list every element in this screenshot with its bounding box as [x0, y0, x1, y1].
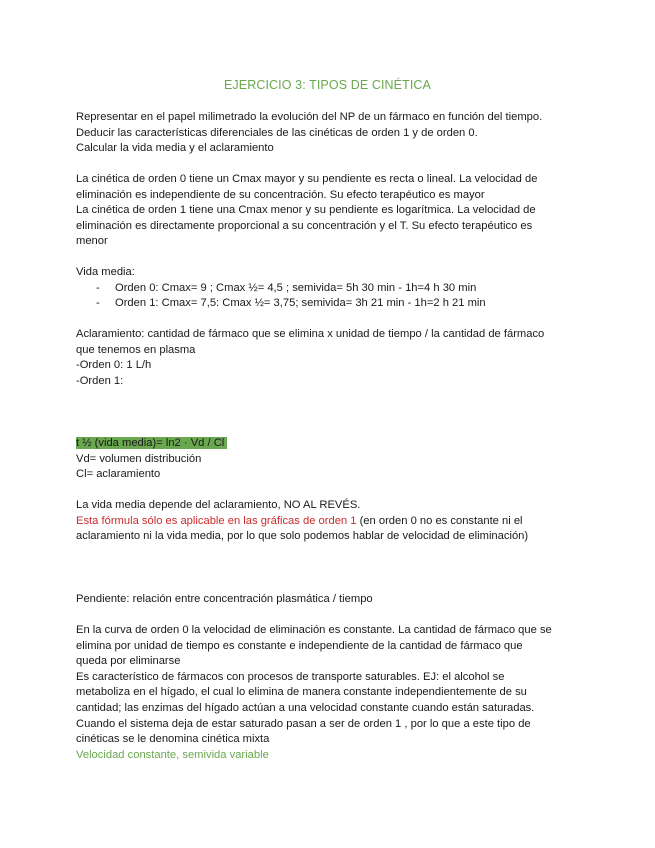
orden0-line: cinéticas se le denomina cinética mixta — [76, 733, 270, 746]
dependence-line: aclaramiento ni la vida media, por lo que solo podemos hablar de velocidad de eliminación) — [76, 530, 529, 543]
intro-line: Deducir las características diferenciales de las cinéticas de orden 1 y de orden 0. — [76, 126, 478, 139]
aclaramiento-line: -Orden 0: 1 L/h — [76, 359, 152, 372]
kinetics-line: eliminación es directamente proporcional a su concentración y el T. Su efecto terapéutico es — [76, 219, 533, 232]
formula-highlight: t ½ (vida media)= ln2 · Vd / Cl — [76, 437, 227, 449]
kinetics-line: eliminación es independiente de su concentración. Su efecto terapéutico es mayor — [76, 188, 485, 201]
dependence-line-2 — [76, 514, 584, 530]
dash-bullet-icon: - — [96, 297, 100, 310]
red-note: Esta fórmula sólo es aplicable en las gráficas de orden 1 — [76, 514, 357, 527]
kinetics-line: La cinética de orden 0 tiene un Cmax mayor y su pendiente es recta o lineal. La velocidad de — [76, 173, 538, 185]
dependence-line: La vida media depende del aclaramiento, NO AL REVÉS. — [76, 499, 361, 511]
orden0-line: metaboliza en el hígado, el cual lo elimina de manera constante independientemente de su — [76, 686, 527, 699]
vida-media-section — [76, 265, 584, 312]
vida-media-heading: Vida media: — [76, 266, 135, 278]
pendiente-text: Pendiente: relación entre concentración plasmática / tiempo — [76, 593, 373, 605]
aclaramiento-line: Aclaramiento: cantidad de fármaco que se elimina x unidad de tiempo / la cantidad de fármaco — [76, 328, 545, 340]
bullet-text: Orden 0: Cmax= 9 ; Cmax ½= 4,5 ; semivida= 5h 30 min - 1h=4 h 30 min — [115, 281, 477, 294]
bullet-text: Orden 1: Cmax= 7,5: Cmax ½= 3,75; semivida= 3h 21 min - 1h=2 h 21 min — [115, 297, 486, 310]
vida-media-bullet — [76, 281, 584, 297]
aclaramiento-section — [76, 327, 584, 389]
dash-bullet-icon: - — [96, 281, 100, 294]
formula-line: Vd= volumen distribución — [76, 452, 202, 465]
vida-media-bullet — [76, 296, 584, 312]
pendiente-line — [76, 592, 584, 608]
final-green-note: Velocidad constante, semivida variable — [76, 748, 269, 761]
aclaramiento-line: que tenemos en plasma — [76, 343, 196, 356]
formula-section — [76, 436, 584, 483]
orden0-line: En la curva de orden 0 la velocidad de eliminación es constante. La cantidad de fármaco que se — [76, 624, 552, 636]
aclaramiento-line: -Orden 1: — [76, 374, 124, 387]
dependence-rest: (en orden 0 no es constante ni el — [356, 514, 523, 527]
orden0-paragraph — [76, 623, 584, 763]
kinetics-paragraph — [76, 172, 584, 250]
orden0-line: queda por eliminarse — [76, 655, 181, 668]
kinetics-line: menor — [76, 235, 108, 248]
dependence-paragraph — [76, 498, 584, 545]
orden0-line: Es característico de fármacos con procesos de transporte saturables. EJ: el alcohol se — [76, 670, 505, 683]
intro-line: Calcular la vida media y el aclaramiento — [76, 142, 274, 155]
orden0-line: elimina por unidad de tiempo es constante e independiente de la cantidad de fármaco que — [76, 639, 523, 652]
kinetics-line: La cinética de orden 1 tiene una Cmax menor y su pendiente es logarítmica. La velocidad de — [76, 204, 536, 217]
page-title: EJERCICIO 3: TIPOS DE CINÉTICA — [224, 78, 431, 92]
orden0-line: Cuando el sistema deja de estar saturado pasan a ser de orden 1 , por lo que a este tipo de — [76, 717, 531, 730]
orden0-line: cantidad; las enzimas del hígado actúan a una velocidad constante cuando están saturadas. — [76, 701, 535, 714]
formula-line: Cl= aclaramiento — [76, 468, 161, 481]
intro-paragraph — [76, 110, 584, 157]
intro-line: Representar en el papel milimetrado la evolución del NP de un fármaco en función del tiempo. — [76, 111, 543, 123]
